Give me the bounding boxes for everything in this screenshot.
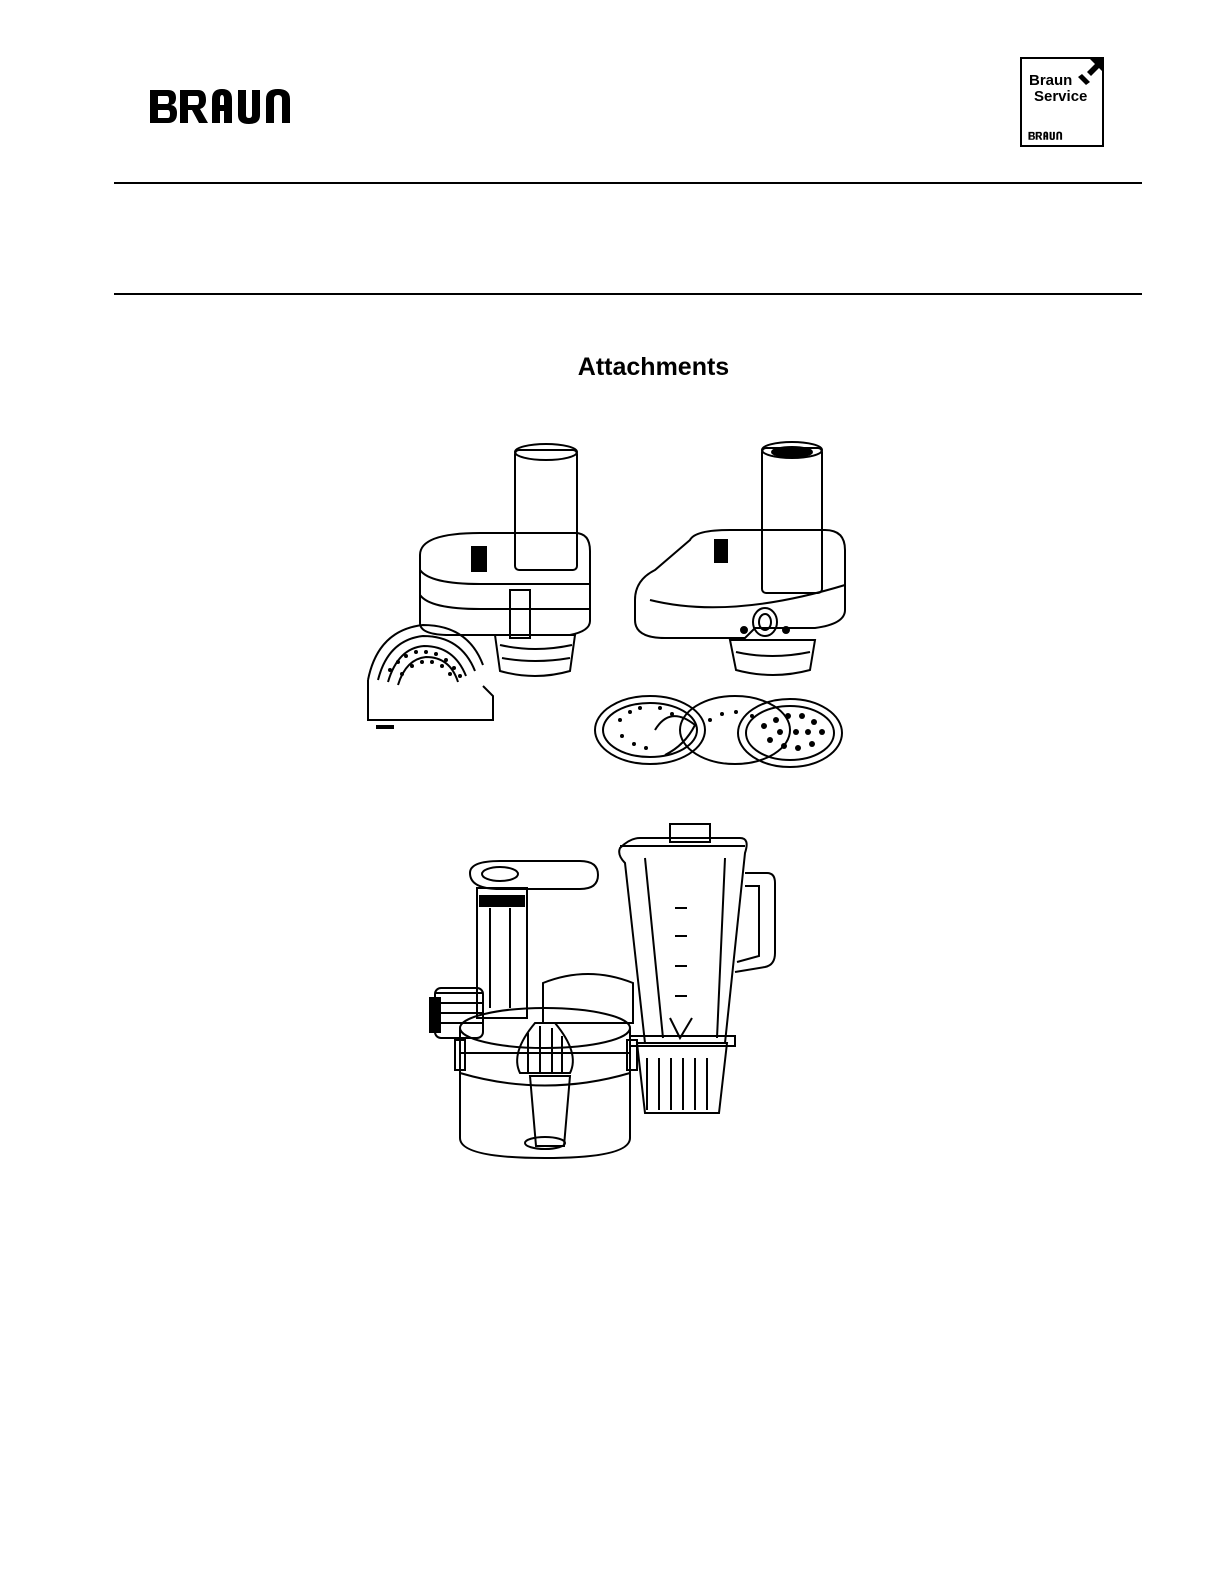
braun-logo bbox=[148, 78, 298, 128]
service-badge-line2: Service bbox=[1034, 88, 1088, 105]
page-title: Attachments bbox=[577, 353, 730, 381]
arrow-icon bbox=[1078, 59, 1104, 85]
blender-juicer-illustration bbox=[415, 818, 785, 1180]
header-rule-bottom bbox=[114, 293, 1142, 295]
braun-logo-icon bbox=[148, 78, 298, 128]
grater-slicer-icon bbox=[360, 430, 850, 775]
header-rule-top bbox=[114, 182, 1142, 184]
braun-service-badge bbox=[1020, 57, 1104, 147]
service-badge-line1: Braun bbox=[1029, 72, 1073, 89]
braun-mini-logo-icon bbox=[1028, 129, 1064, 141]
grater-slicer-illustration bbox=[360, 430, 850, 775]
blender-juicer-icon bbox=[415, 818, 785, 1180]
